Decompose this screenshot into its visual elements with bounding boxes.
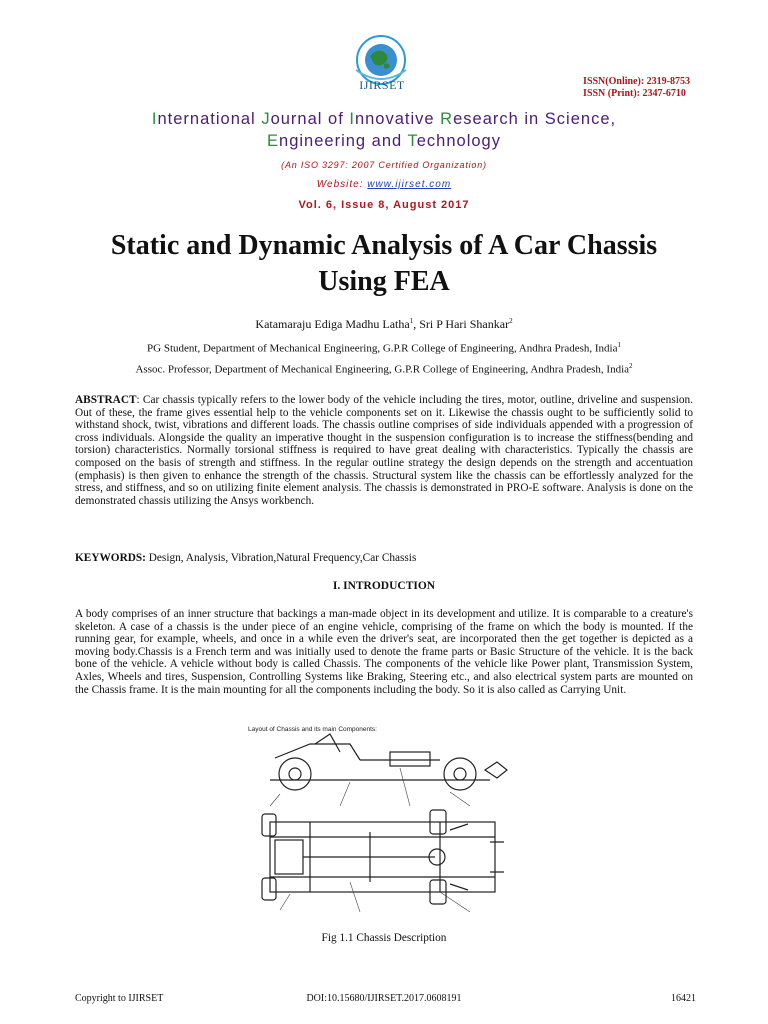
journal-name [0, 108, 768, 152]
abstract [75, 394, 693, 507]
issn-block [583, 76, 690, 100]
journal-initial: J [261, 110, 271, 128]
certification-note: (An ISO 3297: 2007 Certified Organization) [281, 160, 487, 170]
logo-text: IJIRSET [359, 78, 405, 92]
footer-page-number: 16421 [671, 993, 696, 1004]
journal-word: ngineering and [279, 132, 408, 150]
author-1-sup: 1 [409, 317, 414, 325]
journal-word: nternational [157, 110, 262, 128]
author-1: Katamaraju Ediga Madhu Latha [255, 317, 410, 331]
paper-title [40, 228, 728, 300]
volume-issue: Vol. 6, Issue 8, August 2017 [298, 199, 470, 211]
section-heading-introduction: I. INTRODUCTION [332, 580, 436, 592]
abstract-text: : Car chassis typically refers to the lower body of the vehicle including the tires, motor, outline, driveline and suspension. Out of these, the frame gives essential help to the vehicle components set on it. Likewise the chassis ought to be sufficiently solid to withstand shock, twist, vibrations and different loads. The chassis outline comprises of side individuals appended with a progression of cross individuals. Alongside the quality an imperative thought in the suspension configuration is to increase the stiffness(bending and torsion) characteristics. Normally torsional stiffness is required to have great dealing with characteristics. Typically the chassis are composed on the basis of strength and stiffness. In the regular outline strategy the design depends on the strength and accentuation (emphasis) is then given to enhance the strength of the chassis. Structural system like the chassis can be effortlessly analyzed for the stress, and stiffness, and so on utilizing finite element analysis. The chassis is demonstrated in PRO-E software. Analysis is done on the demonstrated chassis utilizing the Ansys workbench. [75, 394, 693, 507]
website-link[interactable]: www.ijirset.com [367, 179, 452, 190]
journal-initial: I [151, 110, 158, 128]
affiliation-1 [0, 341, 768, 355]
author-2: Sri P Hari Shankar [419, 317, 510, 331]
journal-word: nnovative [354, 110, 441, 128]
figure-caption: Fig 1.1 Chassis Description [321, 932, 447, 944]
chassis-side-view [270, 734, 507, 790]
journal-initial: T [407, 132, 417, 150]
introduction-paragraph: A body comprises of an inner structure that backings a man-made object in its development and utilize. It is comparable to a creature's skeleton. A case of a chassis is the under piece of an engine vehicle, comprising of the frame on which the body is mounted. If the running gear, for example, wheels, and once in a while even the driver's seat, are incorporated then the get together is depicted as a moving body.Chassis is a French term and was initially used to denote the frame parts or Basic Structure of the vehicle. It is the back bone of the vehicle. A vehicle without body is called Chassis. The components of the vehicle like Power plant, Transmission System, Axles, Wheels and tires, Suspension, Controlling Systems like Braking, Steering etc., and also electrical system parts are mounted on the Chassis frame. It is the main mounting for all the components including the body. So it is also called as Carrying Unit. [75, 608, 693, 696]
affiliation-2 [0, 362, 768, 376]
affiliation-1-text: PG Student, Department of Mechanical Engineering, G.P.R College of Engineering, Andhra Pradesh, India [147, 342, 618, 355]
keywords-text: Design, Analysis, Vibration,Natural Frequency,Car Chassis [145, 552, 417, 564]
issn-print: ISSN (Print): 2347-6710 [583, 88, 686, 99]
paper-title-line2: Using FEA [318, 266, 450, 297]
footer-copyright: Copyright to IJIRSET [75, 993, 164, 1004]
footer-doi: DOI:10.15680/IJIRSET.2017.0608191 [306, 993, 462, 1004]
journal-word: esearch in Science, [453, 110, 617, 128]
author-sep: , [413, 317, 420, 331]
keywords-label: KEYWORDS: [75, 552, 146, 564]
abstract-label: ABSTRACT [75, 394, 137, 406]
authors [0, 317, 768, 332]
journal-word: ournal of [270, 110, 350, 128]
affiliation-2-sup: 2 [629, 362, 633, 370]
journal-initial: I [349, 110, 355, 128]
figure-title: Layout of Chassis and its main Components: [248, 726, 377, 733]
website-label: Website: [316, 179, 368, 190]
affiliation-2-text: Assoc. Professor, Department of Mechanical Engineering, G.P.R College of Engineering, Andhra Pradesh, India [135, 363, 630, 376]
journal-initial: E [267, 132, 280, 150]
keywords [75, 552, 693, 564]
website-line [0, 179, 768, 190]
issn-online: ISSN(Online): 2319-8753 [583, 76, 690, 87]
journal-initial: R [440, 110, 454, 128]
journal-word: echnology [416, 132, 501, 150]
affiliation-1-sup: 1 [617, 341, 621, 349]
paper-title-line1: Static and Dynamic Analysis of A Car Chassis [110, 230, 658, 261]
journal-name-line1 [0, 108, 768, 130]
author-2-sup: 2 [509, 317, 513, 325]
chassis-figure [240, 722, 520, 922]
journal-name-line2 [0, 130, 768, 152]
chassis-top-view [262, 810, 504, 904]
